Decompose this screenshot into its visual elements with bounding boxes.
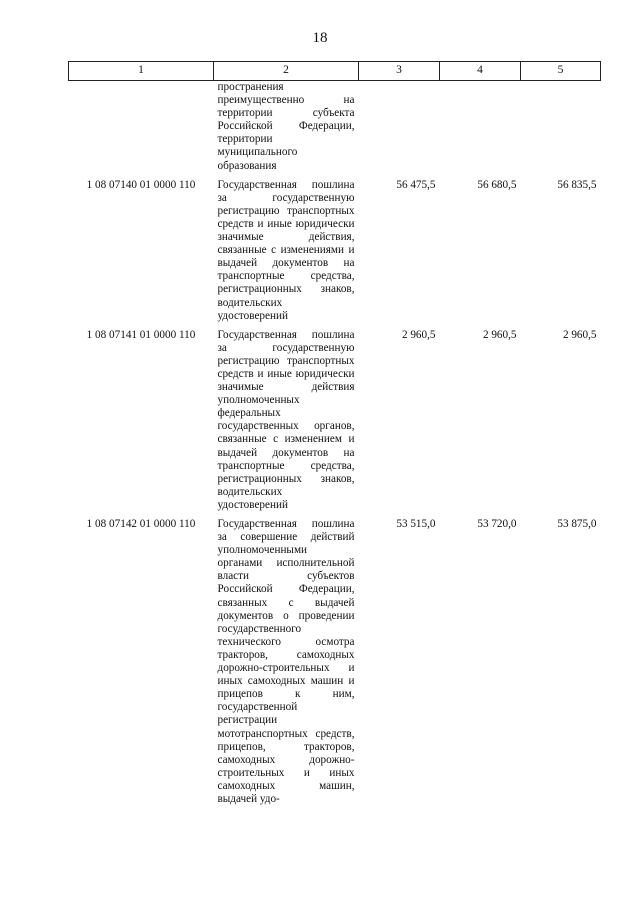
table-row [69, 329, 601, 518]
row-value-col4: 2 960,5 [482, 328, 517, 341]
row-value-col4: 56 680,5 [477, 178, 517, 191]
table-row-continuation [69, 81, 601, 179]
row-name: Государственная пошлина за государственную регистрацию транспортных средств и иные юридически значимые действия уполномоченных федеральных государственных органов, связанные с изменением и выдачей документов на транспортные средства, регистрационных знаков, водительских удостоверений [217, 328, 355, 511]
table-row [69, 518, 601, 812]
header-col-5: 5 [521, 62, 601, 81]
row-value-col3: 2 960,5 [401, 328, 436, 341]
header-col-4: 4 [440, 62, 521, 81]
row-value-col3: 56 475,5 [396, 178, 436, 191]
header-col-2: 2 [214, 62, 359, 81]
row-value-col4: 53 720,0 [477, 518, 517, 530]
table-row [69, 179, 601, 329]
row-value-col3: 53 515,0 [396, 518, 436, 530]
header-col-3: 3 [359, 62, 440, 81]
row-name: Государственная пошлина за совершение действий уполномоченными органами исполнительной власти субъектов Российской Федерации, связанных с выдачей документов о проведении государственного технического осмотра тракторов, самоходных дорожно-строительных и иных самоходных машин и прицепов к ним, государственной регистрации мототранспортных средств, прицепов, тракторов, самоходных дорожно-строительных и иных самоходных машин, выдачей удо- [217, 518, 355, 805]
header-col-1: 1 [69, 62, 214, 81]
row-value-col5: 56 835,5 [557, 178, 597, 191]
row-name: пространения преимущественно на территории субъекта Российской Федерации, территории муниципального образования [217, 81, 355, 172]
header-row [69, 62, 601, 81]
page-number: 18 [312, 30, 328, 46]
row-code: 1 08 07140 01 0000 110 [86, 178, 196, 191]
row-code: 1 08 07142 01 0000 110 [86, 518, 196, 530]
budget-table [68, 61, 601, 812]
row-code [69, 81, 214, 179]
row-value-col5: 2 960,5 [562, 328, 597, 341]
row-code: 1 08 07141 01 0000 110 [86, 328, 196, 341]
row-name: Государственная пошлина за государственную регистрацию транспортных средств и иные юридически значимые действия, связанные с изменениями и выдачей документов на транспортные средства, регистрационных знаков, водительских удостоверений [217, 178, 355, 322]
row-value-col5: 53 875,0 [557, 518, 597, 530]
